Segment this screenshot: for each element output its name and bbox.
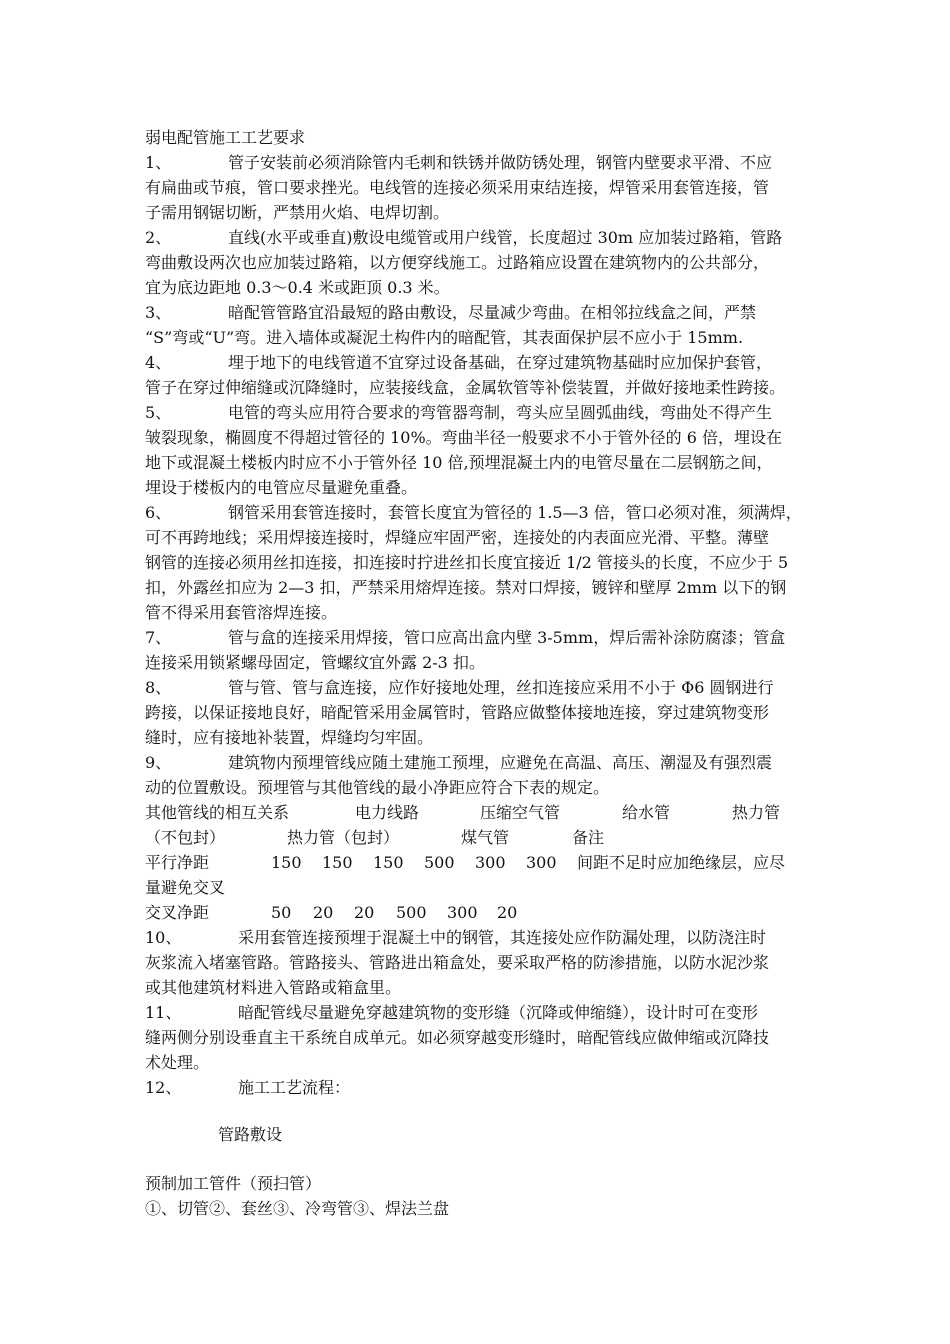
- document-title: 弱电配管施工工艺要求: [145, 128, 306, 147]
- table-header: 热力管（包封）: [287, 828, 400, 847]
- item-text: 扣，外露丝扣应为 2—3 扣，严禁采用熔焊连接。禁对口焊接，镀锌和壁厚 2mm 以下的钢: [145, 578, 787, 597]
- table-header: 电力线路: [355, 803, 420, 822]
- item-text: 皱裂现象，椭圆度不得超过管径的 10%。弯曲半径一般要求不小于管外径的 6 倍，埋设在: [145, 428, 783, 447]
- table-cell: 500: [396, 903, 427, 922]
- flow-step: 预制加工管件（预扫管）: [145, 1174, 322, 1193]
- table-cell: 150: [271, 853, 302, 872]
- item-text: 管与盒的连接采用焊接，管口应高出盒内壁 3-5mm，焊后需补涂防腐漆；管盒: [228, 628, 786, 647]
- flow-step: 管路敷设: [218, 1125, 283, 1144]
- table-cell: 50: [271, 903, 292, 922]
- item-text: 子需用钢锯切断，严禁用火焰、电焊切割。: [145, 203, 450, 222]
- table-header: 其他管线的相互关系: [145, 803, 290, 822]
- table-cell: 500: [424, 853, 455, 872]
- table-note: 量避免交叉: [145, 878, 226, 897]
- item-text: 埋于地下的电线管道不宜穿过设备基础，在穿过建筑物基础时应加保护套管，: [228, 353, 773, 372]
- table-cell: 300: [447, 903, 478, 922]
- item-text: 缝两侧分别设垂直主干系统自成单元。如必须穿越变形缝时，暗配管线应做伸缩或沉降技: [145, 1028, 770, 1047]
- table-header: 热力管: [732, 803, 781, 822]
- item-text: 电管的弯头应用符合要求的弯管器弯制，弯头应呈圆弧曲线，弯曲处不得产生: [228, 403, 773, 422]
- item-text: 埋设于楼板内的电管应尽量避免重叠。: [145, 478, 418, 497]
- item-number: 1、: [145, 153, 172, 172]
- item-text: 跨接，以保证接地良好，暗配管采用金属管时，管路应做整体接地连接，穿过建筑物变形: [145, 703, 770, 722]
- item-text: “S”弯或“U”弯。进入墙体或凝泥土构件内的暗配管，其表面保护层不应小于 15mm.: [145, 328, 744, 347]
- item-number: 9、: [145, 753, 172, 772]
- item-text: 管与管、管与盒连接，应作好接地处理，丝扣连接应采用不小于 Φ6 圆钢进行: [228, 678, 774, 697]
- table-header: 压缩空气管: [480, 803, 561, 822]
- item-text: 暗配管管路宜沿最短的路由敷设，尽量减少弯曲。在相邻拉线盒之间，严禁: [228, 303, 757, 322]
- item-number: 11、: [145, 1003, 182, 1022]
- item-text: 暗配管线尽量避免穿越建筑物的变形缝（沉降或伸缩缝），设计时可在变形: [238, 1003, 759, 1022]
- item-text: 管子在穿过伸缩缝或沉降缝时，应装接线盒，金属软管等补偿装置，并做好接地柔性跨接。: [145, 378, 786, 397]
- item-text: 施工工艺流程：: [238, 1078, 351, 1097]
- item-text: 钢管采用套管连接时，套管长度宜为管径的 1.5—3 倍，管口必须对准，须满焊，: [228, 503, 802, 522]
- table-header: 备注: [572, 828, 605, 847]
- table-row-label: 交叉净距: [145, 903, 210, 922]
- item-number: 5、: [145, 403, 172, 422]
- item-number: 2、: [145, 228, 172, 247]
- item-text: 管子安装前必须消除管内毛刺和铁锈并做防锈处理，钢管内壁要求平滑、不应: [228, 153, 773, 172]
- item-number: 3、: [145, 303, 172, 322]
- item-text: 有扁曲或节痕，管口要求挫光。电线管的连接必须采用束结连接，焊管采用套管连接，管: [145, 178, 770, 197]
- table-cell: 300: [526, 853, 557, 872]
- item-text: 弯曲敷设两次也应加装过路箱，以方便穿线施工。过路箱应设置在建筑物内的公共部分，: [145, 253, 770, 272]
- table-header: 给水管: [622, 803, 671, 822]
- item-text: 管不得采用套管溶焊连接。: [145, 603, 338, 622]
- item-number: 6、: [145, 503, 172, 522]
- table-cell: 300: [475, 853, 506, 872]
- table-header: （不包封）: [145, 828, 226, 847]
- item-text: 动的位置敷设。预埋管与其他管线的最小净距应符合下表的规定。: [145, 778, 610, 797]
- item-text: 建筑物内预埋管线应随土建施工预埋，应避免在高温、高压、潮湿及有强烈震: [228, 753, 773, 772]
- item-text: 宜为底边距地 0.3～0.4 米或距顶 0.3 米。: [145, 278, 450, 297]
- item-number: 7、: [145, 628, 172, 647]
- table-header: 煤气管: [461, 828, 510, 847]
- item-number: 4、: [145, 353, 172, 372]
- table-cell: 20: [497, 903, 518, 922]
- item-text: 地下或混凝土楼板内时应不小于管外径 10 倍,预埋混凝土内的电管尽量在二层钢筋之间，: [145, 453, 773, 472]
- table-cell: 150: [373, 853, 404, 872]
- item-text: 采用套管连接预埋于混凝土中的钢管，其连接处应作防漏处理，以防浇注时: [238, 928, 767, 947]
- item-text: 钢管的连接必须用丝扣连接，扣连接时拧进丝扣长度宜接近 1/2 管接头的长度，不应少于 5: [145, 553, 789, 572]
- item-text: 可不再跨地线；采用焊接连接时，焊缝应牢固严密，连接处的内表面应光滑、平整。薄壁: [145, 528, 770, 547]
- table-cell: 150: [322, 853, 353, 872]
- flow-step: ①、切管②、套丝③、冷弯管③、焊法兰盘: [145, 1199, 450, 1218]
- item-number: 12、: [145, 1078, 182, 1097]
- item-text: 或其他建筑材料进入管路或箱盒里。: [145, 978, 402, 997]
- item-text: 术处理。: [145, 1053, 210, 1072]
- item-text: 灰浆流入堵塞管路。管路接头、管路进出箱盒处，要采取严格的防渗措施，以防水泥沙浆: [145, 953, 770, 972]
- item-text: 直线(水平或垂直)敷设电缆管或用户线管，长度超过 30m 应加装过路箱，管路: [228, 228, 783, 247]
- table-cell: 20: [354, 903, 375, 922]
- table-note: 间距不足时应加绝缘层，应尽: [577, 853, 786, 872]
- item-number: 10、: [145, 928, 182, 947]
- table-cell: 20: [313, 903, 334, 922]
- item-text: 连接采用锁紧螺母固定，管螺纹宜外露 2-3 扣。: [145, 653, 485, 672]
- table-row-label: 平行净距: [145, 853, 210, 872]
- item-number: 8、: [145, 678, 172, 697]
- item-text: 缝时，应有接地补装置，焊缝均匀牢固。: [145, 728, 434, 747]
